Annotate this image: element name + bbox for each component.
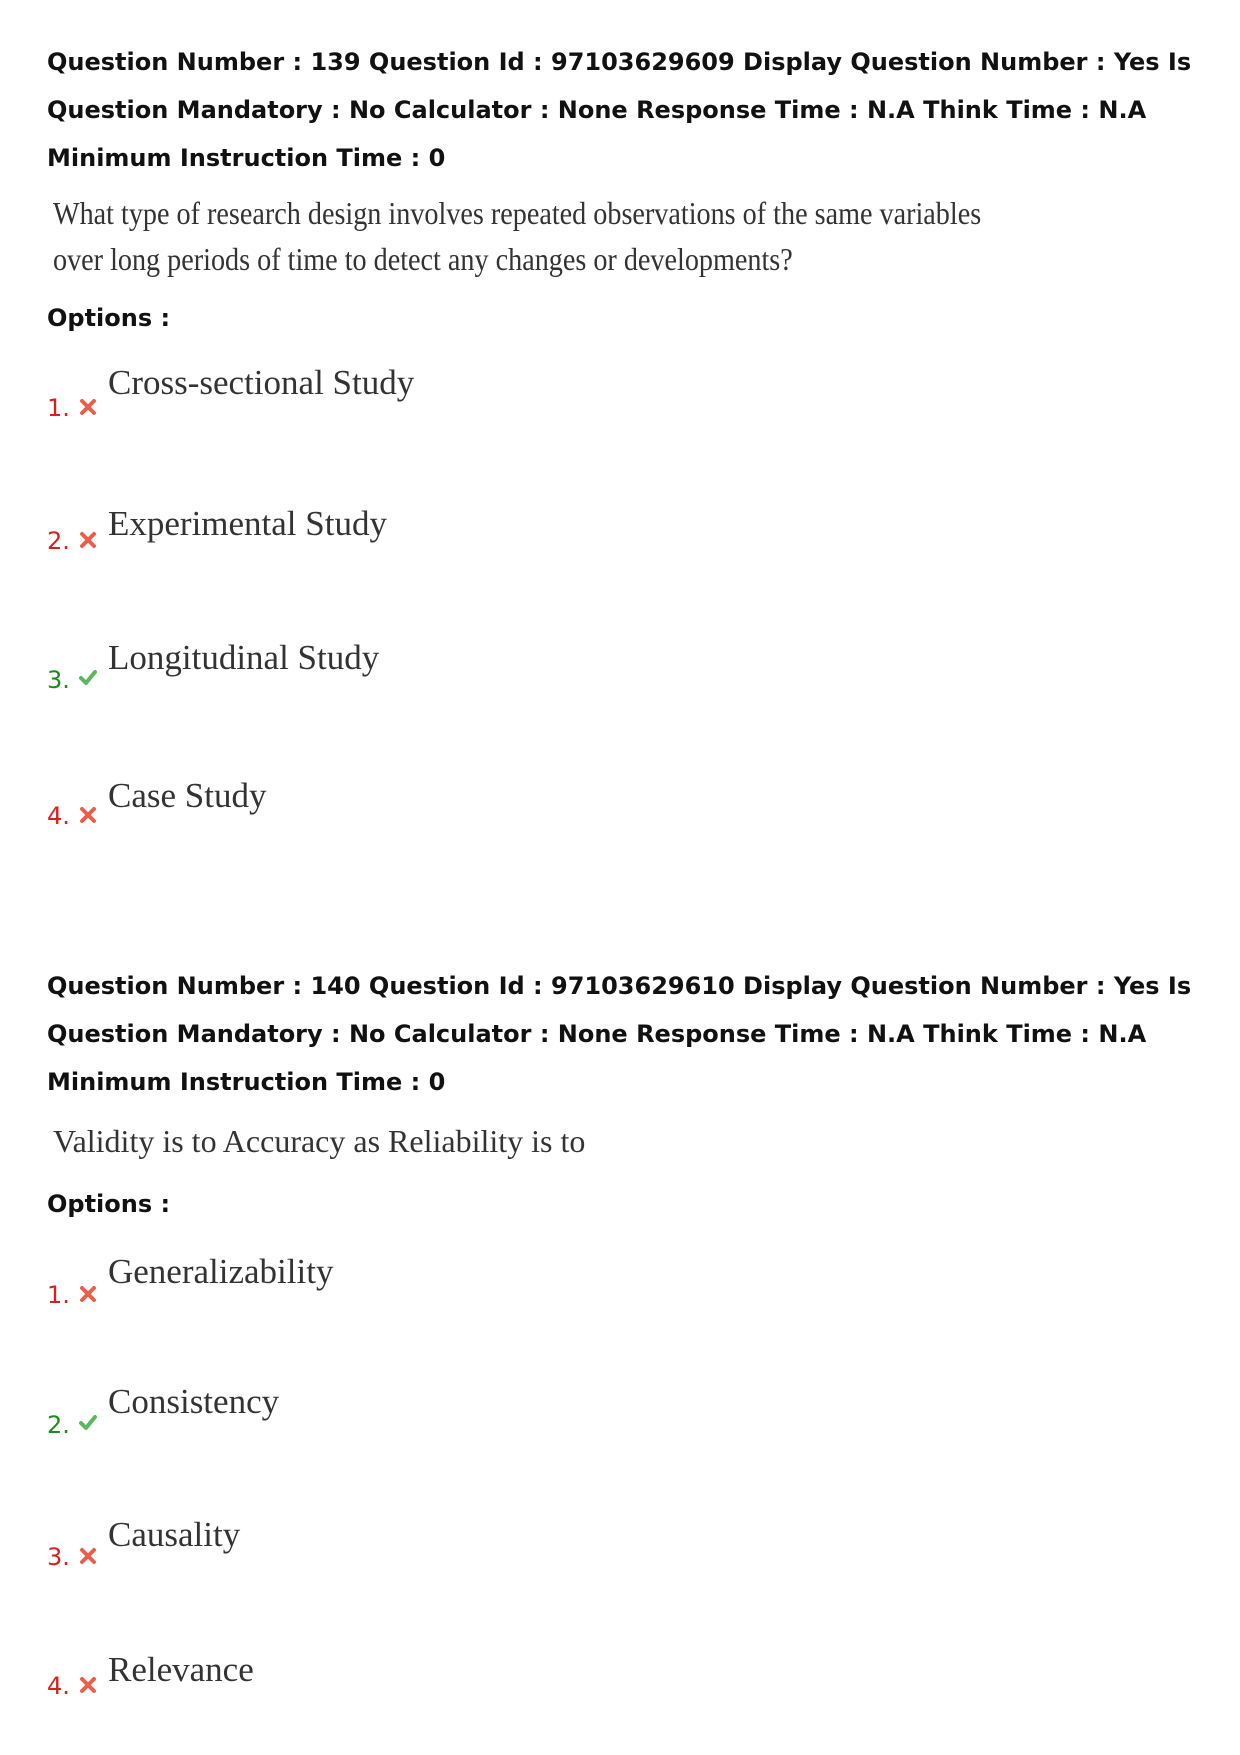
option-text: Cross-sectional Study bbox=[108, 363, 415, 402]
cross-icon bbox=[78, 530, 98, 550]
options-label: Options : bbox=[47, 1190, 171, 1218]
option-text: Relevance bbox=[108, 1650, 254, 1689]
option-number: 1. bbox=[47, 394, 70, 422]
question-text-line-1: Validity is to Accuracy as Reliability is to bbox=[53, 1123, 586, 1159]
cross-icon bbox=[78, 1675, 98, 1695]
option-number: 2. bbox=[47, 1411, 70, 1439]
question-text-line-2: over long periods of time to detect any changes or developments? bbox=[53, 241, 793, 277]
option-number: 3. bbox=[47, 666, 70, 694]
question-meta: Question Number : 140 Question Id : 97103629610 Display Question Number : Yes Is Question Mandatory : No Calculator : None Response Time : N.A Think Time : N.A Minimum Instruction Time : 0 bbox=[47, 972, 1192, 1096]
option-number: 4. bbox=[47, 802, 70, 830]
cross-icon bbox=[78, 397, 98, 417]
check-icon bbox=[78, 1412, 98, 1432]
option-text: Experimental Study bbox=[108, 504, 387, 543]
option-text: Generalizability bbox=[108, 1252, 334, 1291]
check-icon bbox=[78, 667, 98, 687]
question-text-line-1: What type of research design involves repeated observations of the same variables bbox=[53, 195, 982, 231]
option-text: Causality bbox=[108, 1515, 241, 1554]
option-number: 3. bbox=[47, 1543, 70, 1571]
cross-icon bbox=[78, 805, 98, 825]
cross-icon bbox=[78, 1284, 98, 1304]
option-number: 2. bbox=[47, 527, 70, 555]
question-meta: Question Number : 139 Question Id : 97103629609 Display Question Number : Yes Is Question Mandatory : No Calculator : None Response Time : N.A Think Time : N.A Minimum Instruction Time : 0 bbox=[47, 48, 1192, 172]
options-label: Options : bbox=[47, 304, 171, 332]
option-number: 4. bbox=[47, 1672, 70, 1700]
option-number: 1. bbox=[47, 1281, 70, 1309]
cross-icon bbox=[78, 1546, 98, 1566]
option-text: Longitudinal Study bbox=[108, 638, 380, 677]
option-text: Consistency bbox=[108, 1382, 280, 1421]
option-text: Case Study bbox=[108, 776, 267, 815]
